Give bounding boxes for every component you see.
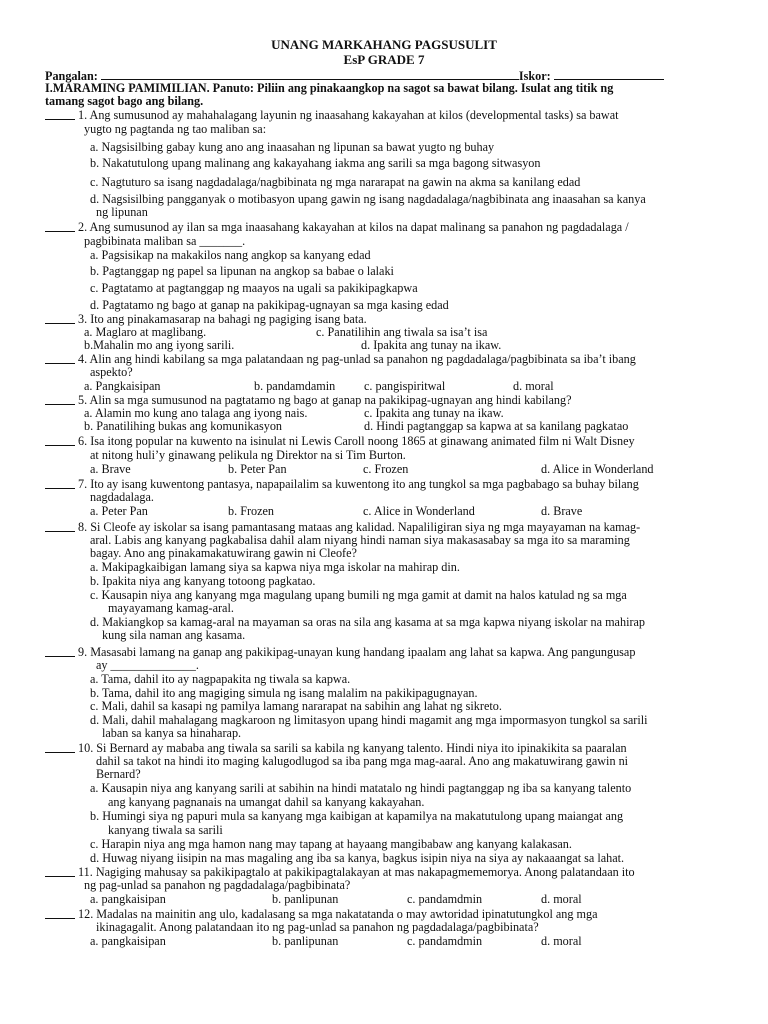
- option-9d: d. Mali, dahil mahalagang magkaroon ng limitasyon upang hindi magamit ang mga impormasyon tungkol sa sarili: [90, 713, 648, 727]
- option-1a: a. Nagsisilbing gabay kung ano ang inaasahan ng lipunan sa bawat yugto ng buhay: [90, 140, 495, 154]
- question-12-line-1: 12. Madalas na mainitin ang ulo, kadalasang sa mga nakatatanda o may awtoridad ipinatutungkol ang mga: [78, 907, 598, 921]
- option-5d: d. Hindi pagtanggap sa kapwa at sa kanilang pagkatao: [364, 419, 629, 433]
- option-6c: c. Frozen: [363, 462, 409, 476]
- answer-blank-6[interactable]: [45, 433, 75, 446]
- option-1d-cont: ng lipunan: [96, 205, 148, 219]
- option-9c: c. Mali, dahil sa kasapi ng pamilya lamang nararapat na sabihin ang lahat ng sikreto.: [90, 699, 502, 713]
- question-4-line-1: 4. Alin ang hindi kabilang sa mga palatandaan ng pag-unlad sa panahon ng pagdadalaga/pagbibinata sa iba’t ibang: [78, 352, 636, 366]
- question-10-line-2: dahil sa takot na hindi ito maging kalugodlugod sa iba pang mga mag-aaral. Ano ang makatuwirang gawin ni: [96, 754, 629, 768]
- score-field[interactable]: [554, 68, 664, 80]
- option-10c: c. Harapin niya ang mga hamon nang may tapang at hayaang mangibabaw ang kanyang kalakasan.: [90, 837, 572, 851]
- option-11b: b. panlipunan: [272, 892, 339, 906]
- option-7d: d. Brave: [541, 504, 583, 518]
- option-8d: d. Makiangkop sa kamag-aral na mayaman sa oras na sila ang kasama at sa mga kapwa niyang iskolar na mahirap: [90, 615, 646, 629]
- option-5a: a. Alamin mo kung ano talaga ang iyong nais.: [84, 406, 308, 420]
- question-8-line-3: bagay. Ano ang pinakamakatuwirang gawin ni Cleofe?: [90, 546, 357, 560]
- question-3: 3. Ito ang pinakamasarap na bahagi ng pagiging isang bata.: [78, 312, 367, 326]
- answer-blank-12[interactable]: [45, 906, 75, 919]
- question-12-line-2: ikinagagalit. Anong palatandaan ito ng pag-unlad sa panahon ng pagdadalaga/pagbibinata?: [96, 920, 539, 934]
- option-5c: c. Ipakita ang tunay na ikaw.: [364, 406, 504, 420]
- option-3d: d. Ipakita ang tunay na ikaw.: [361, 338, 502, 352]
- option-4b: b. pandamdamin: [254, 379, 336, 393]
- instructions-line-1: I.MARAMING PAMIMILIAN. Panuto: Piliin ang pinakaangkop na sagot sa bawat bilang. Isulat ang titik ng: [45, 81, 614, 95]
- option-10d: d. Huwag niyang iisipin na mas magaling ang iba sa kanya, bagkus isipin niya na siya ay nakaaangat sa lahat.: [90, 851, 625, 865]
- answer-blank-5[interactable]: [45, 392, 75, 405]
- option-3a: a. Maglaro at maglibang.: [84, 325, 207, 339]
- option-2c: c. Pagtatamo at pagtanggap ng maayos na ugali sa pakikipagkapwa: [90, 281, 418, 295]
- option-12a: a. pangkaisipan: [90, 934, 166, 948]
- option-12b: b. panlipunan: [272, 934, 339, 948]
- option-11d: d. moral: [541, 892, 582, 906]
- option-6a: a. Brave: [90, 462, 131, 476]
- answer-blank-1[interactable]: [45, 107, 75, 120]
- option-12d: d. moral: [541, 934, 582, 948]
- answer-blank-4[interactable]: [45, 351, 75, 364]
- question-9-line-1: 9. Masasabi lamang na ganap ang pakikipag-unayan kung handang ipaalam ang lahat sa kapwa. Ang pangungusap: [78, 645, 636, 659]
- option-5b: b. Panatilihing bukas ang komunikasyon: [84, 419, 283, 433]
- option-10a-cont: ang kanyang pagnanais na umangat dahil sa kanyang kakayahan.: [108, 795, 425, 809]
- option-2d: d. Pagtatamo ng bago at ganap na pakikipag-ugnayan sa mga kasing edad: [90, 298, 449, 312]
- question-10-line-1: 10. Si Bernard ay mababa ang tiwala sa sarili sa kabila ng kanyang talento. Hindi niya ito ipinakikita sa paaralan: [78, 741, 627, 755]
- answer-blank-7[interactable]: [45, 476, 75, 489]
- option-6b: b. Peter Pan: [228, 462, 287, 476]
- question-6-line-2: at nitong huli’y ginawang pelikula ng Direktor na si Tim Burton.: [90, 448, 406, 462]
- question-2-line-2: pagbibinata maliban sa _______.: [84, 234, 246, 248]
- option-4c: c. pangispiritwal: [364, 379, 446, 393]
- question-10-line-3: Bernard?: [96, 767, 141, 781]
- answer-blank-9[interactable]: [45, 644, 75, 657]
- option-10b-cont: kanyang tiwala sa sarili: [108, 823, 223, 837]
- question-1-line-1: 1. Ang sumusunod ay mahahalagang layunin ng inaasahang kakayahan at kilos (developmental tasks) sa bawat: [78, 108, 619, 122]
- option-3c: c. Panatilihin ang tiwala sa isa’t isa: [316, 325, 488, 339]
- option-6d: d. Alice in Wonderland: [541, 462, 654, 476]
- option-7b: b. Frozen: [228, 504, 275, 518]
- option-1d: d. Nagsisilbing pangganyak o motibasyon upang gawin ng isang nagdadalaga/nagbibinata ang inaasahan sa kanya: [90, 192, 646, 206]
- option-8c: c. Kausapin niya ang kanyang mga magulang upang bumili ng mga gamit at damit na halos katulad ng sa mga: [90, 588, 627, 602]
- question-8-line-1: 8. Si Cleofe ay iskolar sa isang pamantasang mataas ang kalidad. Napaliligiran siya ng mga mayayaman na kamag-: [78, 520, 641, 534]
- answer-blank-11[interactable]: [45, 864, 75, 877]
- option-7a: a. Peter Pan: [90, 504, 148, 518]
- option-2b: b. Pagtanggap ng papel sa lipunan na angkop sa babae o lalaki: [90, 264, 394, 278]
- option-8d-cont: kung sila naman ang kasama.: [102, 628, 246, 642]
- question-7-line-1: 7. Ito ay isang kuwentong pantasya, napapailalim sa kuwentong ito ang tungkol sa mga pagbabago sa buhay bilang: [78, 477, 639, 491]
- question-5: 5. Alin sa mga sumusunod na pagtatamo ng bago at ganap na pakikipag-ugnayan ang hindi kabilang?: [78, 393, 572, 407]
- option-9a: a. Tama, dahil ito ay nagpapakita ng tiwala sa kapwa.: [90, 672, 351, 686]
- option-4a: a. Pangkaisipan: [84, 379, 161, 393]
- option-4d: d. moral: [513, 379, 554, 393]
- option-10a: a. Kausapin niya ang kanyang sarili at sabihin na hindi matatalo ng hindi pagtanggap ng iba sa kanyang talento: [90, 781, 632, 795]
- option-3b: b.Mahalin mo ang iyong sarili.: [84, 338, 235, 352]
- option-11a: a. pangkaisipan: [90, 892, 166, 906]
- name-label: Pangalan:: [45, 69, 98, 83]
- question-11-line-1: 11. Nagiging mahusay sa pakikipagtalo at pakikipagtalakayan at mas nakapagmememorya. Anong palatandaan ito: [78, 865, 635, 879]
- answer-blank-10[interactable]: [45, 740, 75, 753]
- option-11c: c. pandamdmin: [407, 892, 483, 906]
- option-12c: c. pandamdmin: [407, 934, 483, 948]
- question-1-line-2: yugto ng pagtanda ng tao maliban sa:: [84, 122, 267, 136]
- question-2-line-1: 2. Ang sumusunod ay ilan sa mga inaasahang kakayahan at kilos na dapat malinang sa panahon ng pagdadalaga /: [78, 220, 629, 234]
- question-7-line-2: nagdadalaga.: [90, 490, 154, 504]
- answer-blank-8[interactable]: [45, 519, 75, 532]
- answer-blank-2[interactable]: [45, 219, 75, 232]
- option-10b: b. Humingi siya ng papuri mula sa kanyang mga kaibigan at kapamilya na makatutulong upang maiangat ang: [90, 809, 624, 823]
- option-9b: b. Tama, dahil ito ang magiging simula ng isang malalim na pakikipagugnayan.: [90, 686, 478, 700]
- score-label: Iskor:: [518, 69, 551, 83]
- question-4-line-2: aspekto?: [90, 365, 133, 379]
- option-9d-cont: laban sa kanya sa hinaharap.: [102, 726, 242, 740]
- answer-blank-3[interactable]: [45, 311, 75, 324]
- question-8-line-2: aral. Labis ang kanyang pagkabalisa dahil alam niyang hindi naman siya makasasabay sa mga ito sa maraming: [90, 533, 630, 547]
- exam-title: UNANG MARKAHANG PAGSUSULIT: [271, 37, 497, 52]
- name-field[interactable]: [101, 68, 519, 80]
- option-7c: c. Alice in Wonderland: [363, 504, 475, 518]
- exam-subtitle: EsP GRADE 7: [343, 52, 425, 67]
- option-8c-cont: mayayamang kamag-aral.: [108, 601, 234, 615]
- option-8b: b. Ipakita niya ang kanyang totoong pagkatao.: [90, 574, 316, 588]
- option-1c: c. Nagtuturo sa isang nagdadalaga/nagbibinata ng mga nararapat na gawin na akma sa kanilang edad: [90, 175, 581, 189]
- question-9-line-2: ay ______________.: [96, 658, 199, 672]
- option-1b: b. Nakatutulong upang malinang ang kakayahang iakma ang sarili sa mga bagong sitwasyon: [90, 156, 541, 170]
- option-8a: a. Makipagkaibigan lamang siya sa kapwa niya mga iskolar na mahirap din.: [90, 560, 460, 574]
- option-2a: a. Pagsisikap na makakilos nang angkop sa kanyang edad: [90, 248, 371, 262]
- question-11-line-2: ng pag-unlad sa panahon ng pagdadalaga/pagbibinata?: [84, 878, 351, 892]
- question-6-line-1: 6. Isa itong popular na kuwento na isinulat ni Lewis Caroll noong 1865 at ginawang animated film ni Walt Disney: [78, 434, 635, 448]
- instructions-line-2: tamang sagot bago ang bilang.: [45, 94, 204, 108]
